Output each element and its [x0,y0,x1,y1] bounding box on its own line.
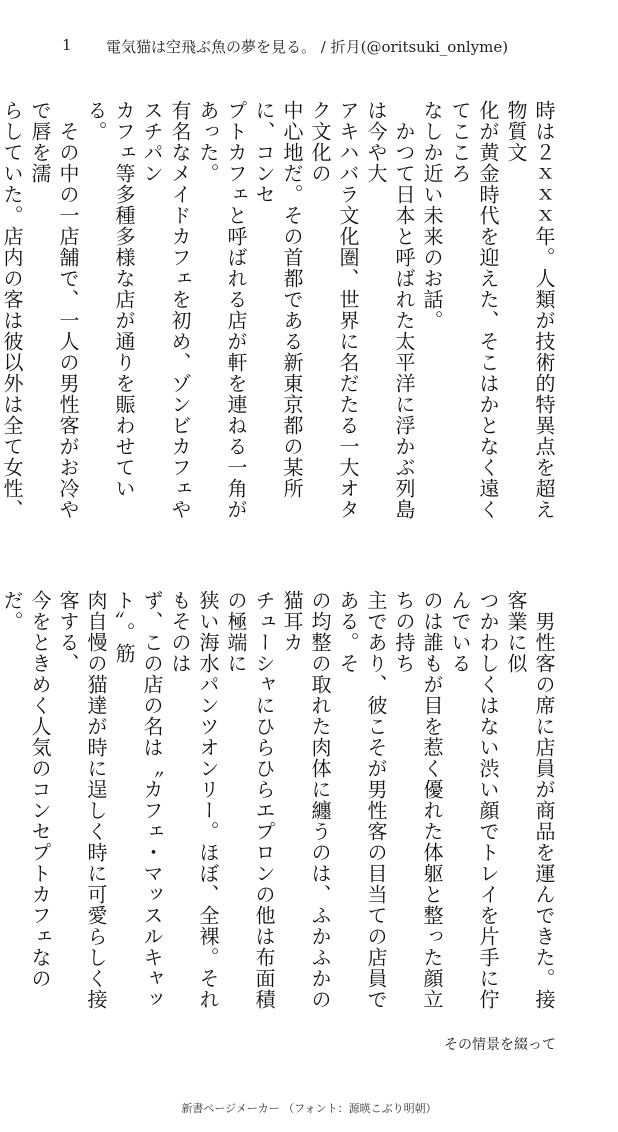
text-line: かつて日本と呼ばれた太平洋に浮かぶ列島は今や大 [364,100,416,520]
work-title: 電気猫は空飛ぶ魚の夢を見る。 / 折月(@oritsuki_onlyme) [106,38,509,56]
text-line: 肉自慢の猫達が時に逞しく時に可愛らしく接客する、 [56,590,108,1010]
continuation-text: その情景を綴って [444,1037,556,1053]
text-line: 化が黄金時代を迎えた、そこはかとなく遠くてこころ [448,100,500,520]
page-header [0,36,618,60]
text-line: つかわしくはない渋い顔でトレイを片手に佇んでいる [448,590,500,1010]
text-line: の均整の取れた肉体に纏うのは、ふかふかの猫耳カ [280,590,332,1010]
text-line: らしていた。店内の客は彼以外は全て女性、 [0,100,24,520]
generator-credit: 新書ページメーカー （フォント：源暎こぶり明朝） [181,1102,437,1115]
text-line: 主であり、彼こそが男性客の目当ての店員である。そ [336,590,388,1010]
text-line: 今をときめく人気のコンセプトカフェなのだ。 [0,590,52,989]
text-line: のは誰もが目を惹く優れた体躯と整った顔立ちの持ち [392,590,444,1010]
text-line: ず、この店の名は〝カフェ・マッスルキャット〟。筋 [112,590,164,1010]
text-line: 時は２ｘｘｘ年。人類が技術的特異点を超え物質文 [504,100,556,520]
vertical-text-block-lower [0,590,558,1010]
vertical-text-block-upper [0,100,558,540]
text-line: 有名なメイドカフェを初め、ゾンビカフェやスチパン [140,100,192,520]
text-line: アキハバラ文化圏、世界に名だたる一大オタク文化の [308,100,360,520]
text-line: プトカフェと呼ばれる店が軒を連ねる一角があった。 [196,100,248,520]
text-line: カフェ等多種多様な店が通りを賑わせている。 [84,100,136,499]
text-line: 中心地だ。その首都である新東京都の某所に、コンセ [252,100,304,499]
page-number: 1 [62,36,72,54]
text-line: なしか近い未来のお話。 [420,100,444,331]
text-line: 男性客の席に店員が商品を運んできた。接客業に似 [504,590,556,1010]
text-line: その中の一店舗で、一人の男性客がお冷やで唇を濡 [28,100,80,520]
text-line: 狭い海水パンツオンリー。ほぼ、全裸。それもそのは [168,590,220,1010]
text-line: チューシャにひらひらエプロンの他は布面積の極端に [224,590,276,1010]
